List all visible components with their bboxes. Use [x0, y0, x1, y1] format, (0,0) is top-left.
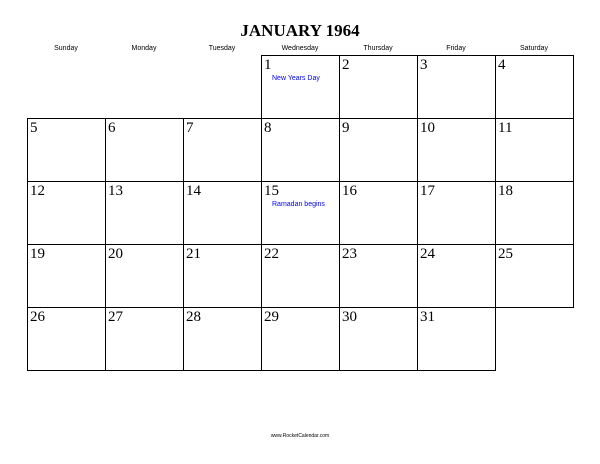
day-cell-14 — [183, 181, 262, 245]
day-cell-11 — [495, 118, 574, 182]
day-number: 14 — [186, 183, 201, 199]
day-cell-7 — [183, 118, 262, 182]
day-cell-12 — [27, 181, 106, 245]
day-number: 15 — [264, 183, 279, 199]
weekday-label-sunday: Sunday — [54, 45, 78, 52]
day-number: 31 — [420, 309, 435, 325]
day-number: 19 — [30, 246, 45, 262]
day-cell-25 — [495, 244, 574, 308]
day-number: 20 — [108, 246, 123, 262]
weekday-label-thursday: Thursday — [363, 45, 393, 52]
weekday-label-tuesday: Tuesday — [208, 45, 236, 52]
day-number: 29 — [264, 309, 279, 325]
day-cell-24 — [417, 244, 496, 308]
day-cell-29 — [261, 307, 340, 371]
day-number: 21 — [186, 246, 201, 262]
weekday-label-wednesday: Wednesday — [281, 45, 319, 52]
day-number: 24 — [420, 246, 435, 262]
day-cell-10 — [417, 118, 496, 182]
day-number: 23 — [342, 246, 357, 262]
day-cell-5 — [27, 118, 106, 182]
day-number: 30 — [342, 309, 357, 325]
day-cell-15 — [261, 181, 340, 245]
weekday-label-friday: Friday — [446, 45, 466, 52]
weekday-label-monday: Monday — [131, 45, 157, 52]
day-cell-21 — [183, 244, 262, 308]
day-number: 2 — [342, 57, 350, 73]
day-cell-18 — [495, 181, 574, 245]
day-cell-3 — [417, 55, 496, 119]
day-cell-26 — [27, 307, 106, 371]
day-cell-31 — [417, 307, 496, 371]
holiday-label: New Years Day — [272, 75, 320, 82]
day-number: 7 — [186, 120, 194, 136]
day-number: 18 — [498, 183, 513, 199]
day-number: 12 — [30, 183, 45, 199]
day-number: 26 — [30, 309, 45, 325]
calendar-title: JANUARY 1964 — [240, 21, 360, 40]
day-cell-28 — [183, 307, 262, 371]
day-number: 17 — [420, 183, 435, 199]
day-cell-23 — [339, 244, 418, 308]
day-number: 3 — [420, 57, 428, 73]
day-number: 5 — [30, 120, 38, 136]
holiday-label: Ramadan begins — [272, 201, 325, 208]
day-number: 4 — [498, 57, 506, 73]
day-number: 10 — [420, 120, 435, 136]
day-cell-4 — [495, 55, 574, 119]
day-cell-2 — [339, 55, 418, 119]
day-number: 22 — [264, 246, 279, 262]
day-number: 16 — [342, 183, 357, 199]
day-cell-9 — [339, 118, 418, 182]
day-number: 9 — [342, 120, 350, 136]
day-cell-6 — [105, 118, 184, 182]
day-cell-16 — [339, 181, 418, 245]
day-number: 8 — [264, 120, 272, 136]
footer-url: www.RocketCalendar.com — [270, 433, 330, 439]
day-cell-20 — [105, 244, 184, 308]
day-cell-8 — [261, 118, 340, 182]
day-number: 27 — [108, 309, 123, 325]
day-number: 6 — [108, 120, 116, 136]
day-cell-13 — [105, 181, 184, 245]
day-cell-17 — [417, 181, 496, 245]
day-number: 28 — [186, 309, 201, 325]
day-cell-30 — [339, 307, 418, 371]
day-cell-19 — [27, 244, 106, 308]
day-number: 1 — [264, 57, 272, 73]
day-number: 25 — [498, 246, 513, 262]
weekday-label-saturday: Saturday — [519, 45, 549, 52]
day-number: 13 — [108, 183, 123, 199]
day-cell-27 — [105, 307, 184, 371]
day-number: 11 — [498, 120, 513, 136]
day-cell-22 — [261, 244, 340, 308]
day-cell-1 — [261, 55, 340, 119]
